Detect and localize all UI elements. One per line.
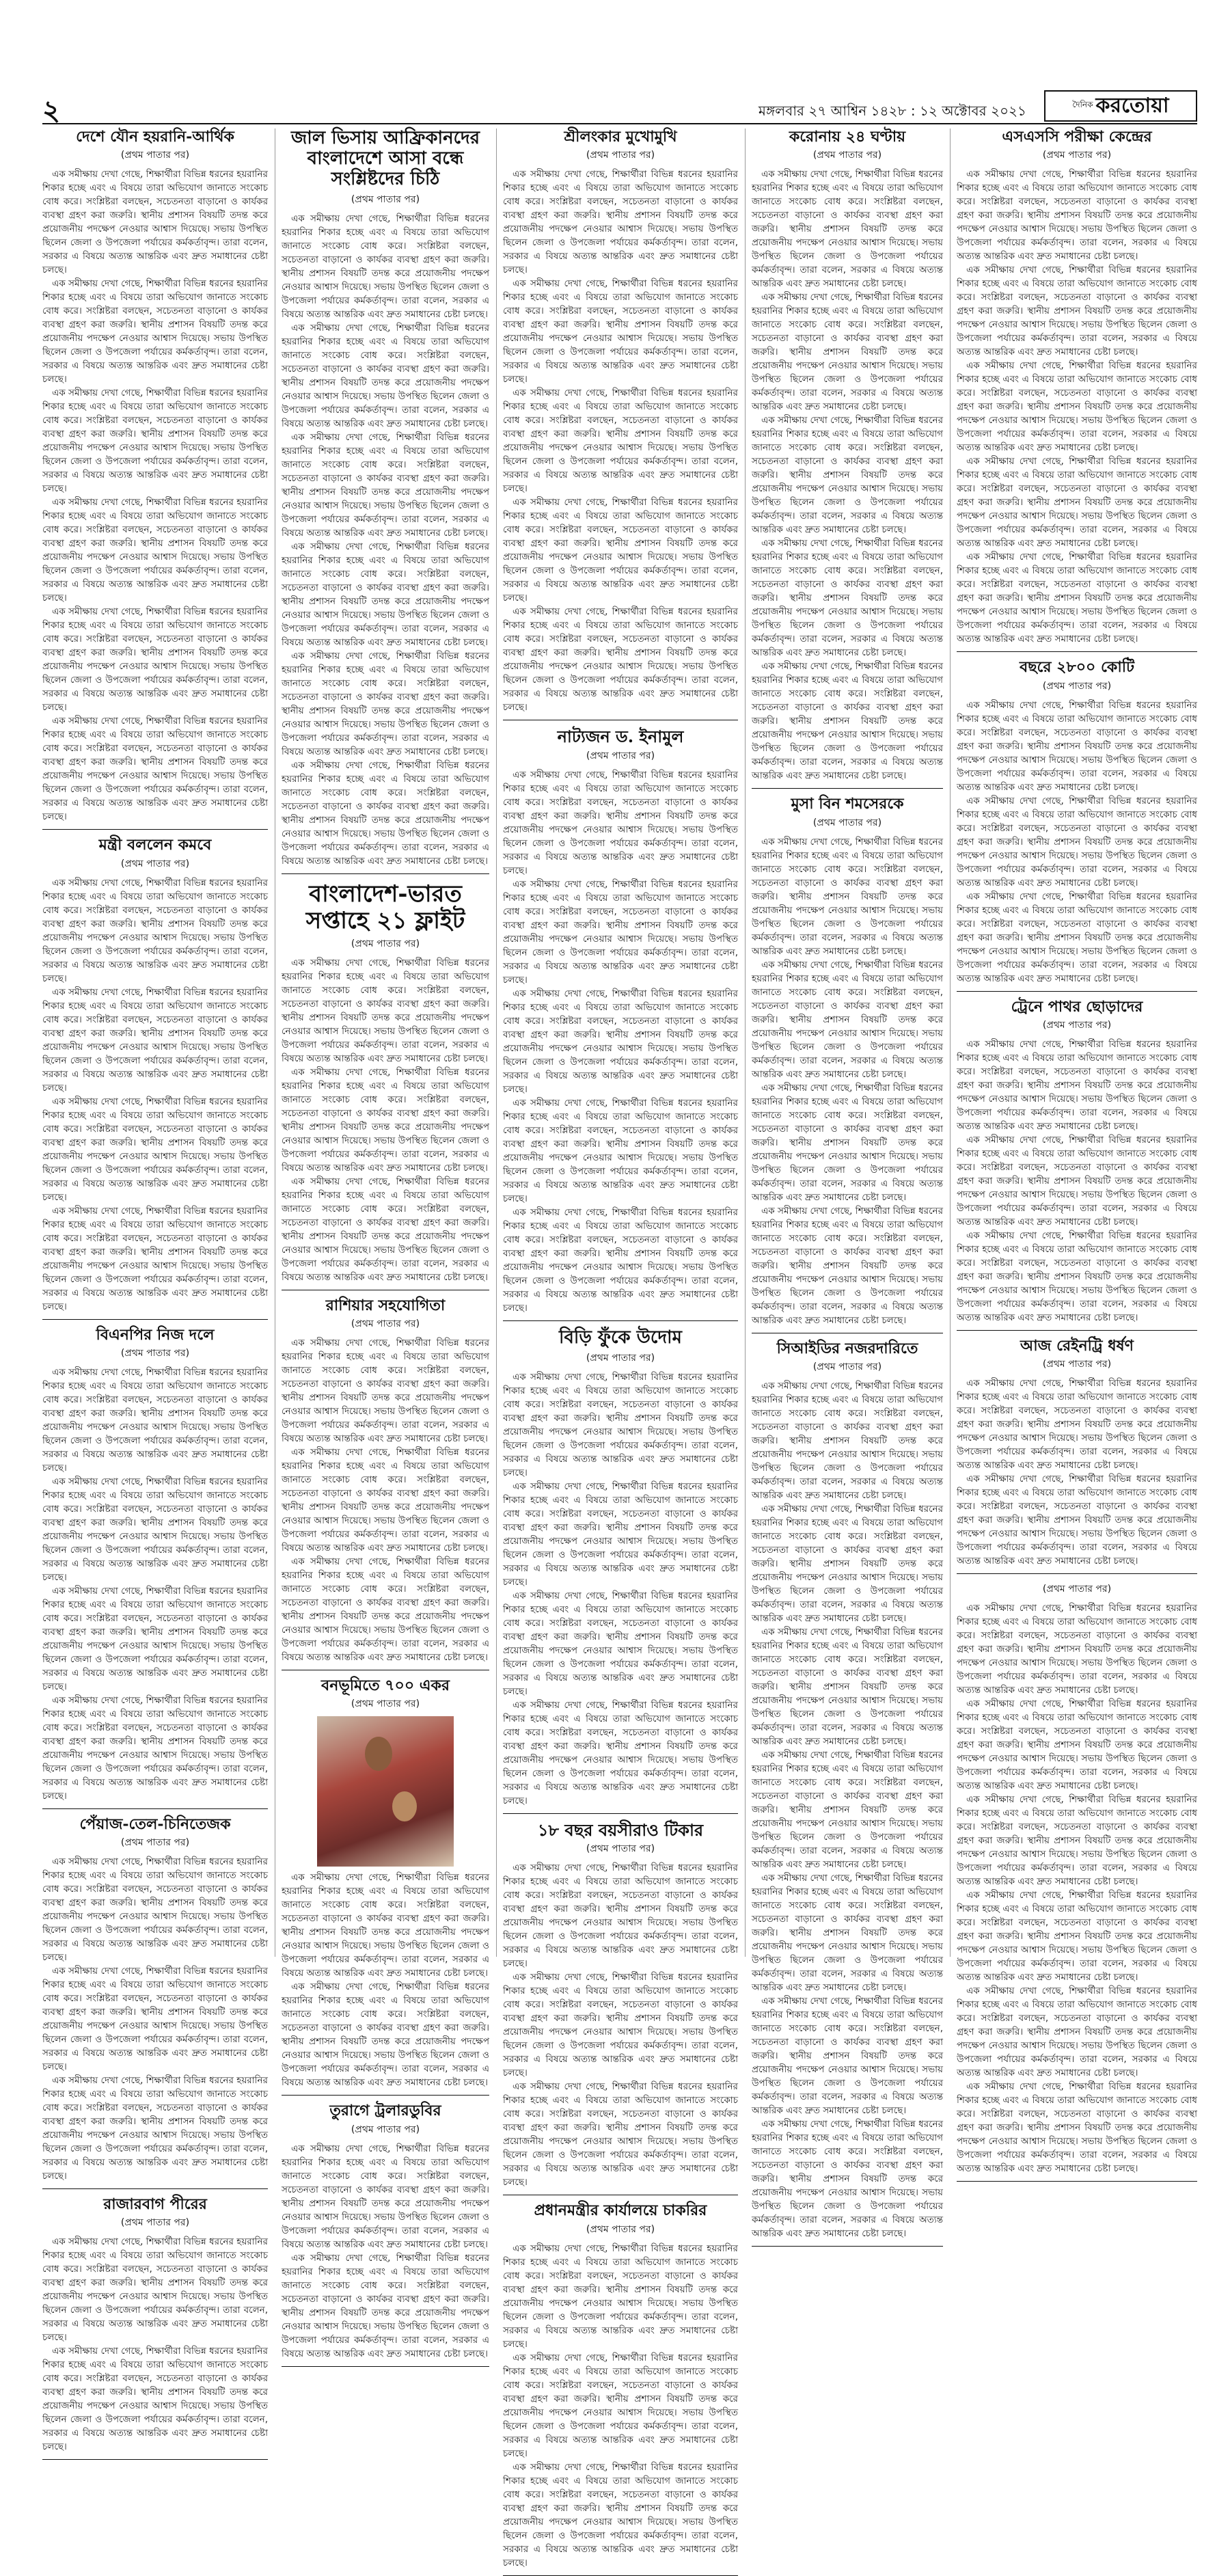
article-divider: [42, 2188, 268, 2189]
article-paragraph: এক সমীক্ষায় দেখা গেছে, শিক্ষার্থীরা বিভিন্ন ধরনের হয়রানির শিকার হচ্ছে এবং এ বিষয়ে তারা অভিযোগ জানাতে সংকোচ বোধ করে। সংশ্লিষ্টরা বলছেন, সচেতনতা বাড়ানো ও কার্যকর ব্যবস্থা গ্রহণ করা জরুরি। স্থানীয় প্রশাসন বিষয়টি তদন্ত করে প্রয়োজনীয় পদক্ষেপ নেওয়ার আশ্বাস দিয়েছে। সভায় উপস্থিত ছিলেন জেলা ও উপজেলা পর্যায়ের কর্মকর্তাবৃন্দ। তারা বলেন, সরকার এ বিষয়ে অত্যন্ত আন্তরিক এবং দ্রুত সমাধানের চেষ্টা চলছে।: [282, 1981, 489, 2089]
article-paragraph: এক সমীক্ষায় দেখা গেছে, শিক্ষার্থীরা বিভিন্ন ধরনের হয়রানির শিকার হচ্ছে এবং এ বিষয়ে তারা অভিযোগ জানাতে সংকোচ বোধ করে। সংশ্লিষ্টরা বলছেন, সচেতনতা বাড়ানো ও কার্যকর ব্যবস্থা গ্রহণ করা জরুরি। স্থানীয় প্রশাসন বিষয়টি তদন্ত করে প্রয়োজনীয় পদক্ষেপ নেওয়ার আশ্বাস দিয়েছে। সভায় উপস্থিত ছিলেন জেলা ও উপজেলা পর্যায়ের কর্মকর্তাবৃন্দ। তারা বলেন, সরকার এ বিষয়ে অত্যন্ত আন্তরিক এবং দ্রুত সমাধানের চেষ্টা চলছে।: [42, 169, 268, 276]
article-paragraph: এক সমীক্ষায় দেখা গেছে, শিক্ষার্থীরা বিভিন্ন ধরনের হয়রানির শিকার হচ্ছে এবং এ বিষয়ে তারা অভিযোগ জানাতে সংকোচ বোধ করে। সংশ্লিষ্টরা বলছেন, সচেতনতা বাড়ানো ও কার্যকর ব্যবস্থা গ্রহণ করা জরুরি। স্থানীয় প্রশাসন বিষয়টি তদন্ত করে প্রয়োজনীয় পদক্ষেপ নেওয়ার আশ্বাস দিয়েছে। সভায় উপস্থিত ছিলেন জেলা ও উপজেলা পর্যায়ের কর্মকর্তাবৃন্দ। তারা বলেন, সরকার এ বিষয়ে অত্যন্ত আন্তরিক এবং দ্রুত সমাধানের চেষ্টা চলছে।: [957, 1985, 1197, 2079]
article-paragraph: এক সমীক্ষায় দেখা গেছে, শিক্ষার্থীরা বিভিন্ন ধরনের হয়রানির শিকার হচ্ছে এবং এ বিষয়ে তারা অভিযোগ জানাতে সংকোচ বোধ করে। সংশ্লিষ্টরা বলছেন, সচেতনতা বাড়ানো ও কার্যকর ব্যবস্থা গ্রহণ করা জরুরি। স্থানীয় প্রশাসন বিষয়টি তদন্ত করে প্রয়োজনীয় পদক্ষেপ নেওয়ার আশ্বাস দিয়েছে। সভায় উপস্থিত ছিলেন জেলা ও উপজেলা পর্যায়ের কর্মকর্তাবৃন্দ। তারা বলেন, সরকার এ বিষয়ে অত্যন্ত আন্তরিক এবং দ্রুত সমাধানের চেষ্টা চলছে।: [503, 988, 738, 1095]
article-paragraph: এক সমীক্ষায় দেখা গেছে, শিক্ষার্থীরা বিভিন্ন ধরনের হয়রানির শিকার হচ্ছে এবং এ বিষয়ে তারা অভিযোগ জানাতে সংকোচ বোধ করে। সংশ্লিষ্টরা বলছেন, সচেতনতা বাড়ানো ও কার্যকর ব্যবস্থা গ্রহণ করা জরুরি। স্থানীয় প্রশাসন বিষয়টি তদন্ত করে প্রয়োজনীয় পদক্ষেপ নেওয়ার আশ্বাস দিয়েছে। সভায় উপস্থিত ছিলেন জেলা ও উপজেলা পর্যায়ের কর্মকর্তাবৃন্দ। তারা বলেন, সরকার এ বিষয়ে অত্যন্ত আন্তরিক এবং দ্রুত সমাধানের চেষ্টা চলছে।: [957, 1603, 1197, 1696]
article-body: [957, 1038, 1197, 1325]
continued-label: (প্রথম পাতার পর): [586, 750, 655, 761]
article-paragraph: এক সমীক্ষায় দেখা গেছে, শিক্ষার্থীরা বিভিন্ন ধরনের হয়রানির শিকার হচ্ছে এবং এ বিষয়ে তারা অভিযোগ জানাতে সংকোচ বোধ করে। সংশ্লিষ্টরা বলছেন, সচেতনতা বাড়ানো ও কার্যকর ব্যবস্থা গ্রহণ করা জরুরি। স্থানীয় প্রশাসন বিষয়টি তদন্ত করে প্রয়োজনীয় পদক্ষেপ নেওয়ার আশ্বাস দিয়েছে। সভায় উপস্থিত ছিলেন জেলা ও উপজেলা পর্যায়ের কর্মকর্তাবৃন্দ। তারা বলেন, সরকার এ বিষয়ে অত্যন্ত আন্তরিক এবং দ্রুত সমাধানের চেষ্টা চলছে।: [42, 388, 268, 495]
article-headline: সিআইডির নজরদারিতে: [776, 1339, 918, 1357]
article-paragraph: এক সমীক্ষায় দেখা গেছে, শিক্ষার্থীরা বিভিন্ন ধরনের হয়রানির শিকার হচ্ছে এবং এ বিষয়ে তারা অভিযোগ জানাতে সংকোচ বোধ করে। সংশ্লিষ্টরা বলছেন, সচেতনতা বাড়ানো ও কার্যকর ব্যবস্থা গ্রহণ করা জরুরি। স্থানীয় প্রশাসন বিষয়টি তদন্ত করে প্রয়োজনীয় পদক্ষেপ নেওয়ার আশ্বাস দিয়েছে। সভায় উপস্থিত ছিলেন জেলা ও উপজেলা পর্যায়ের কর্মকর্তাবৃন্দ। তারা বলেন, সরকার এ বিষয়ে অত্যন্ত আন্তরিক এবং দ্রুত সমাধানের চেষ্টা চলছে।: [503, 1371, 738, 1478]
article-b3: [282, 1297, 489, 1670]
article-body: [752, 835, 943, 1327]
article-paragraph: এক সমীক্ষায় দেখা গেছে, শিক্ষার্থীরা বিভিন্ন ধরনের হয়রানির শিকার হচ্ছে এবং এ বিষয়ে তারা অভিযোগ জানাতে সংকোচ বোধ করে। সংশ্লিষ্টরা বলছেন, সচেতনতা বাড়ানো ও কার্যকর ব্যবস্থা গ্রহণ করা জরুরি। স্থানীয় প্রশাসন বিষয়টি তদন্ত করে প্রয়োজনীয় পদক্ষেপ নেওয়ার আশ্বাস দিয়েছে। সভায় উপস্থিত ছিলেন জেলা ও উপজেলা পর্যায়ের কর্মকর্তাবৃন্দ। তারা বলেন, সরকার এ বিষয়ে অত্যন্ত আন্তরিক এবং দ্রুত সমাধানের চেষ্টা চলছে।: [282, 2143, 489, 2250]
column-2: [282, 128, 489, 2359]
article-paragraph: এক সমীক্ষায় দেখা গেছে, শিক্ষার্থীরা বিভিন্ন ধরনের হয়রানির শিকার হচ্ছে এবং এ বিষয়ে তারা অভিযোগ জানাতে সংকোচ বোধ করে। সংশ্লিষ্টরা বলছেন, সচেতনতা বাড়ানো ও কার্যকর ব্যবস্থা গ্রহণ করা জরুরি। স্থানীয় প্রশাসন বিষয়টি তদন্ত করে প্রয়োজনীয় পদক্ষেপ নেওয়ার আশ্বাস দিয়েছে। সভায় উপস্থিত ছিলেন জেলা ও উপজেলা পর্যায়ের কর্মকর্তাবৃন্দ। তারা বলেন, সরকার এ বিষয়ে অত্যন্ত আন্তরিক এবং দ্রুত সমাধানের চেষ্টা চলছে।: [42, 1966, 268, 2073]
article-paragraph: এক সমীক্ষায় দেখা গেছে, শিক্ষার্থীরা বিভিন্ন ধরনের হয়রানির শিকার হচ্ছে এবং এ বিষয়ে তারা অভিযোগ জানাতে সংকোচ বোধ করে। সংশ্লিষ্টরা বলছেন, সচেতনতা বাড়ানো ও কার্যকর ব্যবস্থা গ্রহণ করা জরুরি। স্থানীয় প্রশাসন বিষয়টি তদন্ত করে প্রয়োজনীয় পদক্ষেপ নেওয়ার আশ্বাস দিয়েছে। সভায় উপস্থিত ছিলেন জেলা ও উপজেলা পর্যায়ের কর্মকর্তাবৃন্দ। তারা বলেন, সরকার এ বিষয়ে অত্যন্ত আন্তরিক এবং দ্রুত সমাধানের চেষ্টা চলছে।: [503, 878, 738, 986]
article-paragraph: এক সমীক্ষায় দেখা গেছে, শিক্ষার্থীরা বিভিন্ন ধরনের হয়রানির শিকার হচ্ছে এবং এ বিষয়ে তারা অভিযোগ জানাতে সংকোচ বোধ করে। সংশ্লিষ্টরা বলছেন, সচেতনতা বাড়ানো ও কার্যকর ব্যবস্থা গ্রহণ করা জরুরি। স্থানীয় প্রশাসন বিষয়টি তদন্ত করে প্রয়োজনীয় পদক্ষেপ নেওয়ার আশ্বাস দিয়েছে। সভায় উপস্থিত ছিলেন জেলা ও উপজেলা পর্যায়ের কর্মকর্তাবৃন্দ। তারা বলেন, সরকার এ বিষয়ে অত্যন্ত আন্তরিক এবং দ্রুত সমাধানের চেষ্টা চলছে।: [503, 769, 738, 876]
article-a4: [42, 1816, 268, 2189]
article-divider: [42, 2459, 268, 2460]
article-paragraph: এক সমীক্ষায় দেখা গেছে, শিক্ষার্থীরা বিভিন্ন ধরনের হয়রানির শিকার হচ্ছে এবং এ বিষয়ে তারা অভিযোগ জানাতে সংকোচ বোধ করে। সংশ্লিষ্টরা বলছেন, সচেতনতা বাড়ানো ও কার্যকর ব্যবস্থা গ্রহণ করা জরুরি। স্থানীয় প্রশাসন বিষয়টি তদন্ত করে প্রয়োজনীয় পদক্ষেপ নেওয়ার আশ্বাস দিয়েছে। সভায় উপস্থিত ছিলেন জেলা ও উপজেলা পর্যায়ের কর্মকর্তাবৃন্দ। তারা বলেন, সরকার এ বিষয়ে অত্যন্ত আন্তরিক এবং দ্রুত সমাধানের চেষ্টা চলছে।: [752, 1995, 943, 2116]
article-c2: [503, 727, 738, 1321]
column-3: [503, 128, 738, 2568]
article-divider: [503, 1320, 738, 1321]
article-headline: মুসা বিন শমসেরকে: [791, 795, 904, 813]
article-e5: [957, 1581, 1197, 2182]
article-headline: মন্ত্রী বললেন কমবে: [98, 836, 212, 854]
article-a5: [42, 2196, 268, 2460]
article-paragraph: এক সমীক্ষায় দেখা গেছে, শিক্ষার্থীরা বিভিন্ন ধরনের হয়রানির শিকার হচ্ছে এবং এ বিষয়ে তারা অভিযোগ জানাতে সংকোচ বোধ করে। সংশ্লিষ্টরা বলছেন, সচেতনতা বাড়ানো ও কার্যকর ব্যবস্থা গ্রহণ করা জরুরি। স্থানীয় প্রশাসন বিষয়টি তদন্ত করে প্রয়োজনীয় পদক্ষেপ নেওয়ার আশ্বাস দিয়েছে। সভায় উপস্থিত ছিলেন জেলা ও উপজেলা পর্যায়ের কর্মকর্তাবৃন্দ। তারা বলেন, সরকার এ বিষয়ে অত্যন্ত আন্তরিক এবং দ্রুত সমাধানের চেষ্টা চলছে।: [957, 1230, 1197, 1323]
article-divider: [957, 1573, 1197, 1574]
column-4: [752, 128, 943, 2239]
continued-label: (প্রথম পাতার পর): [120, 2217, 190, 2229]
article-paragraph: এক সমীক্ষায় দেখা গেছে, শিক্ষার্থীরা বিভিন্ন ধরনের হয়রানির শিকার হচ্ছে এবং এ বিষয়ে তারা অভিযোগ জানাতে সংকোচ বোধ করে। সংশ্লিষ্টরা বলছেন, সচেতনতা বাড়ানো ও কার্যকর ব্যবস্থা গ্রহণ করা জরুরি। স্থানীয় প্রশাসন বিষয়টি তদন্ত করে প্রয়োজনীয় পদক্ষেপ নেওয়ার আশ্বাস দিয়েছে। সভায় উপস্থিত ছিলেন জেলা ও উপজেলা পর্যায়ের কর্মকর্তাবৃন্দ। তারা বলেন, সরকার এ বিষয়ে অত্যন্ত আন্তরিক এবং দ্রুত সমাধানের চেষ্টা চলছে।: [752, 1749, 943, 1870]
article-body: [282, 2142, 489, 2361]
article-paragraph: এক সমীক্ষায় দেখা গেছে, শিক্ষার্থীরা বিভিন্ন ধরনের হয়রানির শিকার হচ্ছে এবং এ বিষয়ে তারা অভিযোগ জানাতে সংকোচ বোধ করে। সংশ্লিষ্টরা বলছেন, সচেতনতা বাড়ানো ও কার্যকর ব্যবস্থা গ্রহণ করা জরুরি। স্থানীয় প্রশাসন বিষয়টি তদন্ত করে প্রয়োজনীয় পদক্ষেপ নেওয়ার আশ্বাস দিয়েছে। সভায় উপস্থিত ছিলেন জেলা ও উপজেলা পর্যায়ের কর্মকর্তাবৃন্দ। তারা বলেন, সরকার এ বিষয়ে অত্যন্ত আন্তরিক এবং দ্রুত সমাধানের চেষ্টা চলছে।: [752, 661, 943, 782]
article-c4: [503, 1821, 738, 2196]
column-divider: [496, 128, 497, 1957]
article-e4: [957, 1338, 1197, 1574]
article-paragraph: এক সমীক্ষায় দেখা গেছে, শিক্ষার্থীরা বিভিন্ন ধরনের হয়রানির শিকার হচ্ছে এবং এ বিষয়ে তারা অভিযোগ জানাতে সংকোচ বোধ করে। সংশ্লিষ্টরা বলছেন, সচেতনতা বাড়ানো ও কার্যকর ব্যবস্থা গ্রহণ করা জরুরি। স্থানীয় প্রশাসন বিষয়টি তদন্ত করে প্রয়োজনীয় পদক্ষেপ নেওয়ার আশ্বাস দিয়েছে। সভায় উপস্থিত ছিলেন জেলা ও উপজেলা পর্যায়ের কর্মকর্তাবৃন্দ। তারা বলেন, সরকার এ বিষয়ে অত্যন্ত আন্তরিক এবং দ্রুত সমাধানের চেষ্টা চলছে।: [503, 1480, 738, 1588]
article-paragraph: এক সমীক্ষায় দেখা গেছে, শিক্ষার্থীরা বিভিন্ন ধরনের হয়রানির শিকার হচ্ছে এবং এ বিষয়ে তারা অভিযোগ জানাতে সংকোচ বোধ করে। সংশ্লিষ্টরা বলছেন, সচেতনতা বাড়ানো ও কার্যকর ব্যবস্থা গ্রহণ করা জরুরি। স্থানীয় প্রশাসন বিষয়টি তদন্ত করে প্রয়োজনীয় পদক্ষেপ নেওয়ার আশ্বাস দিয়েছে। সভায় উপস্থিত ছিলেন জেলা ও উপজেলা পর্যায়ের কর্মকর্তাবৃন্দ। তারা বলেন, সরকার এ বিষয়ে অত্যন্ত আন্তরিক এবং দ্রুত সমাধানের চেষ্টা চলছে।: [957, 169, 1197, 262]
article-b2: [282, 881, 489, 1290]
article-divider: [42, 829, 268, 830]
continued-label: (প্রথম পাতার পর): [120, 1347, 190, 1359]
continued-label: (প্রথম পাতার পর): [120, 858, 190, 869]
article-headline: নাট্যজন ড. ইনামুল: [557, 727, 684, 747]
article-paragraph: এক সমীক্ষায় দেখা গেছে, শিক্ষার্থীরা বিভিন্ন ধরনের হয়রানির শিকার হচ্ছে এবং এ বিষয়ে তারা অভিযোগ জানাতে সংকোচ বোধ করে। সংশ্লিষ্টরা বলছেন, সচেতনতা বাড়ানো ও কার্যকর ব্যবস্থা গ্রহণ করা জরুরি। স্থানীয় প্রশাসন বিষয়টি তদন্ত করে প্রয়োজনীয় পদক্ষেপ নেওয়ার আশ্বাস দিয়েছে। সভায় উপস্থিত ছিলেন জেলা ও উপজেলা পর্যায়ের কর্মকর্তাবৃন্দ। তারা বলেন, সরকার এ বিষয়ে অত্যন্ত আন্তরিক এবং দ্রুত সমাধানের চেষ্টা চলছে।: [282, 1872, 489, 1979]
article-paragraph: এক সমীক্ষায় দেখা গেছে, শিক্ষার্থীরা বিভিন্ন ধরনের হয়রানির শিকার হচ্ছে এবং এ বিষয়ে তারা অভিযোগ জানাতে সংকোচ বোধ করে। সংশ্লিষ্টরা বলছেন, সচেতনতা বাড়ানো ও কার্যকর ব্যবস্থা গ্রহণ করা জরুরি। স্থানীয় প্রশাসন বিষয়টি তদন্ত করে প্রয়োজনীয় পদক্ষেপ নেওয়ার আশ্বাস দিয়েছে। সভায় উপস্থিত ছিলেন জেলা ও উপজেলা পর্যায়ের কর্মকর্তাবৃন্দ। তারা বলেন, সরকার এ বিষয়ে অত্যন্ত আন্তরিক এবং দ্রুত সমাধানের চেষ্টা চলছে।: [957, 1698, 1197, 1792]
article-paragraph: এক সমীক্ষায় দেখা গেছে, শিক্ষার্থীরা বিভিন্ন ধরনের হয়রানির শিকার হচ্ছে এবং এ বিষয়ে তারা অভিযোগ জানাতে সংকোচ বোধ করে। সংশ্লিষ্টরা বলছেন, সচেতনতা বাড়ানো ও কার্যকর ব্যবস্থা গ্রহণ করা জরুরি। স্থানীয় প্রশাসন বিষয়টি তদন্ত করে প্রয়োজনীয় পদক্ষেপ নেওয়ার আশ্বাস দিয়েছে। সভায় উপস্থিত ছিলেন জেলা ও উপজেলা পর্যায়ের কর্মকর্তাবৃন্দ। তারা বলেন, সরকার এ বিষয়ে অত্যন্ত আন্তরিক এবং দ্রুত সমাধানের চেষ্টা চলছে।: [752, 2118, 943, 2239]
page-header: [42, 87, 1197, 124]
continued-label: (প্রথম পাতার পর): [586, 2223, 655, 2235]
continued-label: (প্রথম পাতার পর): [812, 817, 882, 828]
article-paragraph: এক সমীক্ষায় দেখা গেছে, শিক্ষার্থীরা বিভিন্ন ধরনের হয়রানির শিকার হচ্ছে এবং এ বিষয়ে তারা অভিযোগ জানাতে সংকোচ বোধ করে। সংশ্লিষ্টরা বলছেন, সচেতনতা বাড়ানো ও কার্যকর ব্যবস্থা গ্রহণ করা জরুরি। স্থানীয় প্রশাসন বিষয়টি তদন্ত করে প্রয়োজনীয় পদক্ষেপ নেওয়ার আশ্বাস দিয়েছে। সভায় উপস্থিত ছিলেন জেলা ও উপজেলা পর্যায়ের কর্মকর্তাবৃন্দ। তারা বলেন, সরকার এ বিষয়ে অত্যন্ত আন্তরিক এবং দ্রুত সমাধানের চেষ্টা চলছে।: [957, 1474, 1197, 1567]
article-paragraph: এক সমীক্ষায় দেখা গেছে, শিক্ষার্থীরা বিভিন্ন ধরনের হয়রানির শিকার হচ্ছে এবং এ বিষয়ে তারা অভিযোগ জানাতে সংকোচ বোধ করে। সংশ্লিষ্টরা বলছেন, সচেতনতা বাড়ানো ও কার্যকর ব্যবস্থা গ্রহণ করা জরুরি। স্থানীয় প্রশাসন বিষয়টি তদন্ত করে প্রয়োজনীয় পদক্ষেপ নেওয়ার আশ্বাস দিয়েছে। সভায় উপস্থিত ছিলেন জেলা ও উপজেলা পর্যায়ের কর্মকর্তাবৃন্দ। তারা বলেন, সরকার এ বিষয়ে অত্যন্ত আন্তরিক এবং দ্রুত সমাধানের চেষ্টা চলছে।: [42, 606, 268, 714]
article-paragraph: এক সমীক্ষায় দেখা গেছে, শিক্ষার্থীরা বিভিন্ন ধরনের হয়রানির শিকার হচ্ছে এবং এ বিষয়ে তারা অভিযোগ জানাতে সংকোচ বোধ করে। সংশ্লিষ্টরা বলছেন, সচেতনতা বাড়ানো ও কার্যকর ব্যবস্থা গ্রহণ করা জরুরি। স্থানীয় প্রশাসন বিষয়টি তদন্ত করে প্রয়োজনীয় পদক্ষেপ নেওয়ার আশ্বাস দিয়েছে। সভায় উপস্থিত ছিলেন জেলা ও উপজেলা পর্যায়ের কর্মকর্তাবৃন্দ। তারা বলেন, সরকার এ বিষয়ে অত্যন্ত আন্তরিক এবং দ্রুত সমাধানের চেষ্টা চলছে।: [42, 1096, 268, 1203]
article-paragraph: এক সমীক্ষায় দেখা গেছে, শিক্ষার্থীরা বিভিন্ন ধরনের হয়রানির শিকার হচ্ছে এবং এ বিষয়ে তারা অভিযোগ জানাতে সংকোচ বোধ করে। সংশ্লিষ্টরা বলছেন, সচেতনতা বাড়ানো ও কার্যকর ব্যবস্থা গ্রহণ করা জরুরি। স্থানীয় প্রশাসন বিষয়টি তদন্ত করে প্রয়োজনীয় পদক্ষেপ নেওয়ার আশ্বাস দিয়েছে। সভায় উপস্থিত ছিলেন জেলা ও উপজেলা পর্যায়ের কর্মকর্তাবৃন্দ। তারা বলেন, সরকার এ বিষয়ে অত্যন্ত আন্তরিক এবং দ্রুত সমাধানের চেষ্টা চলছে।: [503, 1206, 738, 1314]
article-paragraph: এক সমীক্ষায় দেখা গেছে, শিক্ষার্থীরা বিভিন্ন ধরনের হয়রানির শিকার হচ্ছে এবং এ বিষয়ে তারা অভিযোগ জানাতে সংকোচ বোধ করে। সংশ্লিষ্টরা বলছেন, সচেতনতা বাড়ানো ও কার্যকর ব্যবস্থা গ্রহণ করা জরুরি। স্থানীয় প্রশাসন বিষয়টি তদন্ত করে প্রয়োজনীয় পদক্ষেপ নেওয়ার আশ্বাস দিয়েছে। সভায় উপস্থিত ছিলেন জেলা ও উপজেলা পর্যায়ের কর্মকর্তাবৃন্দ। তারা বলেন, সরকার এ বিষয়ে অত্যন্ত আন্তরিক এবং দ্রুত সমাধানের চেষ্টা চলছে।: [282, 759, 489, 867]
article-paragraph: এক সমীক্ষায় দেখা গেছে, শিক্ষার্থীরা বিভিন্ন ধরনের হয়রানির শিকার হচ্ছে এবং এ বিষয়ে তারা অভিযোগ জানাতে সংকোচ বোধ করে। সংশ্লিষ্টরা বলছেন, সচেতনতা বাড়ানো ও কার্যকর ব্যবস্থা গ্রহণ করা জরুরি। স্থানীয় প্রশাসন বিষয়টি তদন্ত করে প্রয়োজনীয় পদক্ষেপ নেওয়ার আশ্বাস দিয়েছে। সভায় উপস্থিত ছিলেন জেলা ও উপজেলা পর্যায়ের কর্মকর্তাবৃন্দ। তারা বলেন, সরকার এ বিষয়ে অত্যন্ত আন্তরিক এবং দ্রুত সমাধানের চেষ্টা চলছে।: [42, 1585, 268, 1692]
article-paragraph: এক সমীক্ষায় দেখা গেছে, শিক্ষার্থীরা বিভিন্ন ধরনের হয়রানির শিকার হচ্ছে এবং এ বিষয়ে তারা অভিযোগ জানাতে সংকোচ বোধ করে। সংশ্লিষ্টরা বলছেন, সচেতনতা বাড়ানো ও কার্যকর ব্যবস্থা গ্রহণ করা জরুরি। স্থানীয় প্রশাসন বিষয়টি তদন্ত করে প্রয়োজনীয় পদক্ষেপ নেওয়ার আশ্বাস দিয়েছে। সভায় উপস্থিত ছিলেন জেলা ও উপজেলা পর্যায়ের কর্মকর্তাবৃন্দ। তারা বলেন, সরকার এ বিষয়ে অত্যন্ত আন্তরিক এবং দ্রুত সমাধানের চেষ্টা চলছে।: [282, 541, 489, 648]
article-body: [752, 167, 943, 783]
article-paragraph: এক সমীক্ষায় দেখা গেছে, শিক্ষার্থীরা বিভিন্ন ধরনের হয়রানির শিকার হচ্ছে এবং এ বিষয়ে তারা অভিযোগ জানাতে সংকোচ বোধ করে। সংশ্লিষ্টরা বলছেন, সচেতনতা বাড়ানো ও কার্যকর ব্যবস্থা গ্রহণ করা জরুরি। স্থানীয় প্রশাসন বিষয়টি তদন্ত করে প্রয়োজনীয় পদক্ষেপ নেওয়ার আশ্বাস দিয়েছে। সভায় উপস্থিত ছিলেন জেলা ও উপজেলা পর্যায়ের কর্মকর্তাবৃন্দ। তারা বলেন, সরকার এ বিষয়ে অত্যন্ত আন্তরিক এবং দ্রুত সমাধানের চেষ্টা চলছে।: [282, 1447, 489, 1554]
article-paragraph: এক সমীক্ষায় দেখা গেছে, শিক্ষার্থীরা বিভিন্ন ধরনের হয়রানির শিকার হচ্ছে এবং এ বিষয়ে তারা অভিযোগ জানাতে সংকোচ বোধ করে। সংশ্লিষ্টরা বলছেন, সচেতনতা বাড়ানো ও কার্যকর ব্যবস্থা গ্রহণ করা জরুরি। স্থানীয় প্রশাসন বিষয়টি তদন্ত করে প্রয়োজনীয় পদক্ষেপ নেওয়ার আশ্বাস দিয়েছে। সভায় উপস্থিত ছিলেন জেলা ও উপজেলা পর্যায়ের কর্মকর্তাবৃন্দ। তারা বলেন, সরকার এ বিষয়ে অত্যন্ত আন্তরিক এবং দ্রুত সমাধানের চেষ্টা চলছে।: [42, 497, 268, 604]
article-body: [282, 1336, 489, 1664]
article-body: [42, 2235, 268, 2454]
article-body: [957, 167, 1197, 646]
article-b4: [282, 1677, 489, 2096]
article-paragraph: এক সমীক্ষায় দেখা গেছে, শিক্ষার্থীরা বিভিন্ন ধরনের হয়রানির শিকার হচ্ছে এবং এ বিষয়ে তারা অভিযোগ জানাতে সংকোচ বোধ করে। সংশ্লিষ্টরা বলছেন, সচেতনতা বাড়ানো ও কার্যকর ব্যবস্থা গ্রহণ করা জরুরি। স্থানীয় প্রশাসন বিষয়টি তদন্ত করে প্রয়োজনীয় পদক্ষেপ নেওয়ার আশ্বাস দিয়েছে। সভায় উপস্থিত ছিলেন জেলা ও উপজেলা পর্যায়ের কর্মকর্তাবৃন্দ। তারা বলেন, সরকার এ বিষয়ে অত্যন্ত আন্তরিক এবং দ্রুত সমাধানের চেষ্টা চলছে।: [957, 891, 1197, 984]
article-paragraph: এক সমীক্ষায় দেখা গেছে, শিক্ষার্থীরা বিভিন্ন ধরনের হয়রানির শিকার হচ্ছে এবং এ বিষয়ে তারা অভিযোগ জানাতে সংকোচ বোধ করে। সংশ্লিষ্টরা বলছেন, সচেতনতা বাড়ানো ও কার্যকর ব্যবস্থা গ্রহণ করা জরুরি। স্থানীয় প্রশাসন বিষয়টি তদন্ত করে প্রয়োজনীয় পদক্ষেপ নেওয়ার আশ্বাস দিয়েছে। সভায় উপস্থিত ছিলেন জেলা ও উপজেলা পর্যায়ের কর্মকর্তাবৃন্দ। তারা বলেন, সরকার এ বিষয়ে অত্যন্ত আন্তরিক এবং দ্রুত সমাধানের চেষ্টা চলছে।: [752, 538, 943, 659]
article-paragraph: এক সমীক্ষায় দেখা গেছে, শিক্ষার্থীরা বিভিন্ন ধরনের হয়রানির শিকার হচ্ছে এবং এ বিষয়ে তারা অভিযোগ জানাতে সংকোচ বোধ করে। সংশ্লিষ্টরা বলছেন, সচেতনতা বাড়ানো ও কার্যকর ব্যবস্থা গ্রহণ করা জরুরি। স্থানীয় প্রশাসন বিষয়টি তদন্ত করে প্রয়োজনীয় পদক্ষেপ নেওয়ার আশ্বাস দিয়েছে। সভায় উপস্থিত ছিলেন জেলা ও উপজেলা পর্যায়ের কর্মকর্তাবৃন্দ। তারা বলেন, সরকার এ বিষয়ে অত্যন্ত আন্তরিক এবং দ্রুত সমাধানের চেষ্টা চলছে।: [752, 1205, 943, 1326]
article-d3: [752, 1340, 943, 2247]
article-body: [503, 167, 738, 714]
article-headline: প্রধানমন্ত্রীর কার্যালয়ে চাকরির: [534, 2201, 707, 2220]
article-body: [42, 1366, 268, 1803]
article-d2: [752, 796, 943, 1333]
article-body: [503, 1861, 738, 2189]
article-paragraph: এক সমীক্ষায় দেখা গেছে, শিক্ষার্থীরা বিভিন্ন ধরনের হয়রানির শিকার হচ্ছে এবং এ বিষয়ে তারা অভিযোগ জানাতে সংকোচ বোধ করে। সংশ্লিষ্টরা বলছেন, সচেতনতা বাড়ানো ও কার্যকর ব্যবস্থা গ্রহণ করা জরুরি। স্থানীয় প্রশাসন বিষয়টি তদন্ত করে প্রয়োজনীয় পদক্ষেপ নেওয়ার আশ্বাস দিয়েছে। সভায় উপস্থিত ছিলেন জেলা ও উপজেলা পর্যায়ের কর্মকর্তাবৃন্দ। তারা বলেন, সরকার এ বিষয়ে অত্যন্ত আন্তরিক এবং দ্রুত সমাধানের চেষ্টা চলছে।: [503, 2352, 738, 2459]
article-paragraph: এক সমীক্ষায় দেখা গেছে, শিক্ষার্থীরা বিভিন্ন ধরনের হয়রানির শিকার হচ্ছে এবং এ বিষয়ে তারা অভিযোগ জানাতে সংকোচ বোধ করে। সংশ্লিষ্টরা বলছেন, সচেতনতা বাড়ানো ও কার্যকর ব্যবস্থা গ্রহণ করা জরুরি। স্থানীয় প্রশাসন বিষয়টি তদন্ত করে প্রয়োজনীয় পদক্ষেপ নেওয়ার আশ্বাস দিয়েছে। সভায় উপস্থিত ছিলেন জেলা ও উপজেলা পর্যায়ের কর্মকর্তাবৃন্দ। তারা বলেন, সরকার এ বিষয়ে অত্যন্ত আন্তরিক এবং দ্রুত সমাধানের চেষ্টা চলছে।: [282, 213, 489, 320]
masthead-small: দৈনিক: [1072, 100, 1093, 109]
continued-label: (প্রথম পাতার পর): [1042, 1019, 1112, 1031]
page-number: ২: [42, 94, 61, 126]
article-paragraph: এক সমীক্ষায় দেখা গেছে, শিক্ষার্থীরা বিভিন্ন ধরনের হয়রানির শিকার হচ্ছে এবং এ বিষয়ে তারা অভিযোগ জানাতে সংকোচ বোধ করে। সংশ্লিষ্টরা বলছেন, সচেতনতা বাড়ানো ও কার্যকর ব্যবস্থা গ্রহণ করা জরুরি। স্থানীয় প্রশাসন বিষয়টি তদন্ত করে প্রয়োজনীয় পদক্ষেপ নেওয়ার আশ্বাস দিয়েছে। সভায় উপস্থিত ছিলেন জেলা ও উপজেলা পর্যায়ের কর্মকর্তাবৃন্দ। তারা বলেন, সরকার এ বিষয়ে অত্যন্ত আন্তরিক এবং দ্রুত সমাধানের চেষ্টা চলছে।: [503, 1862, 738, 1970]
article-divider: [957, 2181, 1197, 2182]
article-body: [42, 1855, 268, 2183]
article-headline: করোনায় ২৪ ঘণ্টায়: [789, 128, 906, 146]
article-headline: শ্রীলংকার মুখোমুখি: [564, 128, 677, 146]
article-paragraph: এক সমীক্ষায় দেখা গেছে, শিক্ষার্থীরা বিভিন্ন ধরনের হয়রানির শিকার হচ্ছে এবং এ বিষয়ে তারা অভিযোগ জানাতে সংকোচ বোধ করে। সংশ্লিষ্টরা বলছেন, সচেতনতা বাড়ানো ও কার্যকর ব্যবস্থা গ্রহণ করা জরুরি। স্থানীয় প্রশাসন বিষয়টি তদন্ত করে প্রয়োজনীয় পদক্ষেপ নেওয়ার আশ্বাস দিয়েছে। সভায় উপস্থিত ছিলেন জেলা ও উপজেলা পর্যায়ের কর্মকর্তাবৃন্দ। তারা বলেন, সরকার এ বিষয়ে অত্যন্ত আন্তরিক এবং দ্রুত সমাধানের চেষ্টা চলছে।: [752, 1872, 943, 1993]
article-body: [957, 1601, 1197, 2175]
article-b5: [282, 2102, 489, 2366]
article-paragraph: এক সমীক্ষায় দেখা গেছে, শিক্ষার্থীরা বিভিন্ন ধরনের হয়রানির শিকার হচ্ছে এবং এ বিষয়ে তারা অভিযোগ জানাতে সংকোচ বোধ করে। সংশ্লিষ্টরা বলছেন, সচেতনতা বাড়ানো ও কার্যকর ব্যবস্থা গ্রহণ করা জরুরি। স্থানীয় প্রশাসন বিষয়টি তদন্ত করে প্রয়োজনীয় পদক্ষেপ নেওয়ার আশ্বাস দিয়েছে। সভায় উপস্থিত ছিলেন জেলা ও উপজেলা পর্যায়ের কর্মকর্তাবৃন্দ। তারা বলেন, সরকার এ বিষয়ে অত্যন্ত আন্তরিক এবং দ্রুত সমাধানের চেষ্টা চলছে।: [752, 959, 943, 1080]
article-paragraph: এক সমীক্ষায় দেখা গেছে, শিক্ষার্থীরা বিভিন্ন ধরনের হয়রানির শিকার হচ্ছে এবং এ বিষয়ে তারা অভিযোগ জানাতে সংকোচ বোধ করে। সংশ্লিষ্টরা বলছেন, সচেতনতা বাড়ানো ও কার্যকর ব্যবস্থা গ্রহণ করা জরুরি। স্থানীয় প্রশাসন বিষয়টি তদন্ত করে প্রয়োজনীয় পদক্ষেপ নেওয়ার আশ্বাস দিয়েছে। সভায় উপস্থিত ছিলেন জেলা ও উপজেলা পর্যায়ের কর্মকর্তাবৃন্দ। তারা বলেন, সরকার এ বিষয়ে অত্যন্ত আন্তরিক এবং দ্রুত সমাধানের চেষ্টা চলছে।: [503, 2242, 738, 2350]
article-headline: বিএনপির নিজ দলে: [96, 1325, 215, 1344]
continued-label: (প্রথম পাতার পর): [351, 2124, 420, 2135]
article-paragraph: এক সমীক্ষায় দেখা গেছে, শিক্ষার্থীরা বিভিন্ন ধরনের হয়রানির শিকার হচ্ছে এবং এ বিষয়ে তারা অভিযোগ জানাতে সংকোচ বোধ করে। সংশ্লিষ্টরা বলছেন, সচেতনতা বাড়ানো ও কার্যকর ব্যবস্থা গ্রহণ করা জরুরি। স্থানীয় প্রশাসন বিষয়টি তদন্ত করে প্রয়োজনীয় পদক্ষেপ নেওয়ার আশ্বাস দিয়েছে। সভায় উপস্থিত ছিলেন জেলা ও উপজেলা পর্যায়ের কর্মকর্তাবৃন্দ। তারা বলেন, সরকার এ বিষয়ে অত্যন্ত আন্তরিক এবং দ্রুত সমাধানের চেষ্টা চলছে।: [282, 2252, 489, 2359]
article-paragraph: এক সমীক্ষায় দেখা গেছে, শিক্ষার্থীরা বিভিন্ন ধরনের হয়রানির শিকার হচ্ছে এবং এ বিষয়ে তারা অভিযোগ জানাতে সংকোচ বোধ করে। সংশ্লিষ্টরা বলছেন, সচেতনতা বাড়ানো ও কার্যকর ব্যবস্থা গ্রহণ করা জরুরি। স্থানীয় প্রশাসন বিষয়টি তদন্ত করে প্রয়োজনীয় পদক্ষেপ নেওয়ার আশ্বাস দিয়েছে। সভায় উপস্থিত ছিলেন জেলা ও উপজেলা পর্যায়ের কর্মকর্তাবৃন্দ। তারা বলেন, সরকার এ বিষয়ে অত্যন্ত আন্তরিক এবং দ্রুত সমাধানের চেষ্টা চলছে।: [503, 497, 738, 604]
article-body: [503, 768, 738, 1315]
article-paragraph: এক সমীক্ষায় দেখা গেছে, শিক্ষার্থীরা বিভিন্ন ধরনের হয়রানির শিকার হচ্ছে এবং এ বিষয়ে তারা অভিযোগ জানাতে সংকোচ বোধ করে। সংশ্লিষ্টরা বলছেন, সচেতনতা বাড়ানো ও কার্যকর ব্যবস্থা গ্রহণ করা জরুরি। স্থানীয় প্রশাসন বিষয়টি তদন্ত করে প্রয়োজনীয় পদক্ষেপ নেওয়ার আশ্বাস দিয়েছে। সভায় উপস্থিত ছিলেন জেলা ও উপজেলা পর্যায়ের কর্মকর্তাবৃন্দ। তারা বলেন, সরকার এ বিষয়ে অত্যন্ত আন্তরিক এবং দ্রুত সমাধানের চেষ্টা চলছে।: [503, 2081, 738, 2188]
article-paragraph: এক সমীক্ষায় দেখা গেছে, শিক্ষার্থীরা বিভিন্ন ধরনের হয়রানির শিকার হচ্ছে এবং এ বিষয়ে তারা অভিযোগ জানাতে সংকোচ বোধ করে। সংশ্লিষ্টরা বলছেন, সচেতনতা বাড়ানো ও কার্যকর ব্যবস্থা গ্রহণ করা জরুরি। স্থানীয় প্রশাসন বিষয়টি তদন্ত করে প্রয়োজনীয় পদক্ষেপ নেওয়ার আশ্বাস দিয়েছে। সভায় উপস্থিত ছিলেন জেলা ও উপজেলা পর্যায়ের কর্মকর্তাবৃন্দ। তারা বলেন, সরকার এ বিষয়ে অত্যন্ত আন্তরিক এবং দ্রুত সমাধানের চেষ্টা চলছে।: [42, 1205, 268, 1312]
article-headline: ট্রেনে পাথর ছোড়াদের: [1011, 997, 1143, 1016]
article-paragraph: এক সমীক্ষায় দেখা গেছে, শিক্ষার্থীরা বিভিন্ন ধরনের হয়রানির শিকার হচ্ছে এবং এ বিষয়ে তারা অভিযোগ জানাতে সংকোচ বোধ করে। সংশ্লিষ্টরা বলছেন, সচেতনতা বাড়ানো ও কার্যকর ব্যবস্থা গ্রহণ করা জরুরি। স্থানীয় প্রশাসন বিষয়টি তদন্ত করে প্রয়োজনীয় পদক্ষেপ নেওয়ার আশ্বাস দিয়েছে। সভায় উপস্থিত ছিলেন জেলা ও উপজেলা পর্যায়ের কর্মকর্তাবৃন্দ। তারা বলেন, সরকার এ বিষয়ে অত্যন্ত আন্তরিক এবং দ্রুত সমাধানের চেষ্টা চলছে।: [957, 552, 1197, 645]
article-paragraph: এক সমীক্ষায় দেখা গেছে, শিক্ষার্থীরা বিভিন্ন ধরনের হয়রানির শিকার হচ্ছে এবং এ বিষয়ে তারা অভিযোগ জানাতে সংকোচ বোধ করে। সংশ্লিষ্টরা বলছেন, সচেতনতা বাড়ানো ও কার্যকর ব্যবস্থা গ্রহণ করা জরুরি। স্থানীয় প্রশাসন বিষয়টি তদন্ত করে প্রয়োজনীয় পদক্ষেপ নেওয়ার আশ্বাস দিয়েছে। সভায় উপস্থিত ছিলেন জেলা ও উপজেলা পর্যায়ের কর্মকর্তাবৃন্দ। তারা বলেন, সরকার এ বিষয়ে অত্যন্ত আন্তরিক এবং দ্রুত সমাধানের চেষ্টা চলছে।: [957, 360, 1197, 454]
column-divider: [950, 128, 951, 1957]
article-paragraph: এক সমীক্ষায় দেখা গেছে, শিক্ষার্থীরা বিভিন্ন ধরনের হয়রানির শিকার হচ্ছে এবং এ বিষয়ে তারা অভিযোগ জানাতে সংকোচ বোধ করে। সংশ্লিষ্টরা বলছেন, সচেতনতা বাড়ানো ও কার্যকর ব্যবস্থা গ্রহণ করা জরুরি। স্থানীয় প্রশাসন বিষয়টি তদন্ত করে প্রয়োজনীয় পদক্ষেপ নেওয়ার আশ্বাস দিয়েছে। সভায় উপস্থিত ছিলেন জেলা ও উপজেলা পর্যায়ের কর্মকর্তাবৃন্দ। তারা বলেন, সরকার এ বিষয়ে অত্যন্ত আন্তরিক এবং দ্রুত সমাধানের চেষ্টা চলছে।: [957, 1134, 1197, 1228]
article-divider: [282, 873, 489, 874]
article-a2: [42, 837, 268, 1319]
article-body: [957, 699, 1197, 986]
article-c1: [503, 128, 738, 720]
continued-label: (প্রথম পাতার পর): [120, 150, 190, 161]
article-paragraph: এক সমীক্ষায় দেখা গেছে, শিক্ষার্থীরা বিভিন্ন ধরনের হয়রানির শিকার হচ্ছে এবং এ বিষয়ে তারা অভিযোগ জানাতে সংকোচ বোধ করে। সংশ্লিষ্টরা বলছেন, সচেতনতা বাড়ানো ও কার্যকর ব্যবস্থা গ্রহণ করা জরুরি। স্থানীয় প্রশাসন বিষয়টি তদন্ত করে প্রয়োজনীয় পদক্ষেপ নেওয়ার আশ্বাস দিয়েছে। সভায় উপস্থিত ছিলেন জেলা ও উপজেলা পর্যায়ের কর্মকর্তাবৃন্দ। তারা বলেন, সরকার এ বিষয়ে অত্যন্ত আন্তরিক এবং দ্রুত সমাধানের চেষ্টা চলছে।: [282, 650, 489, 757]
article-paragraph: এক সমীক্ষায় দেখা গেছে, শিক্ষার্থীরা বিভিন্ন ধরনের হয়রানির শিকার হচ্ছে এবং এ বিষয়ে তারা অভিযোগ জানাতে সংকোচ বোধ করে। সংশ্লিষ্টরা বলছেন, সচেতনতা বাড়ানো ও কার্যকর ব্যবস্থা গ্রহণ করা জরুরি। স্থানীয় প্রশাসন বিষয়টি তদন্ত করে প্রয়োজনীয় পদক্ষেপ নেওয়ার আশ্বাস দিয়েছে। সভায় উপস্থিত ছিলেন জেলা ও উপজেলা পর্যায়ের কর্মকর্তাবৃন্দ। তারা বলেন, সরকার এ বিষয়ে অত্যন্ত আন্তরিক এবং দ্রুত সমাধানের চেষ্টা চলছে।: [282, 1066, 489, 1174]
continued-label: (প্রথম পাতার পর): [120, 1837, 190, 1849]
article-paragraph: এক সমীক্ষায় দেখা গেছে, শিক্ষার্থীরা বিভিন্ন ধরনের হয়রানির শিকার হচ্ছে এবং এ বিষয়ে তারা অভিযোগ জানাতে সংকোচ বোধ করে। সংশ্লিষ্টরা বলছেন, সচেতনতা বাড়ানো ও কার্যকর ব্যবস্থা গ্রহণ করা জরুরি। স্থানীয় প্রশাসন বিষয়টি তদন্ত করে প্রয়োজনীয় পদক্ষেপ নেওয়ার আশ্বাস দিয়েছে। সভায় উপস্থিত ছিলেন জেলা ও উপজেলা পর্যায়ের কর্মকর্তাবৃন্দ। তারা বলেন, সরকার এ বিষয়ে অত্যন্ত আন্তরিক এবং দ্রুত সমাধানের চেষ্টা চলছে।: [752, 1626, 943, 1747]
continued-label: (প্রথম পাতার পর): [586, 150, 655, 161]
article-a1: [42, 128, 268, 830]
article-divider: [42, 1319, 268, 1320]
article-c3: [503, 1328, 738, 1814]
article-paragraph: এক সমীক্ষায় দেখা গেছে, শিক্ষার্থীরা বিভিন্ন ধরনের হয়রানির শিকার হচ্ছে এবং এ বিষয়ে তারা অভিযোগ জানাতে সংকোচ বোধ করে। সংশ্লিষ্টরা বলছেন, সচেতনতা বাড়ানো ও কার্যকর ব্যবস্থা গ্রহণ করা জরুরি। স্থানীয় প্রশাসন বিষয়টি তদন্ত করে প্রয়োজনীয় পদক্ষেপ নেওয়ার আশ্বাস দিয়েছে। সভায় উপস্থিত ছিলেন জেলা ও উপজেলা পর্যায়ের কর্মকর্তাবৃন্দ। তারা বলেন, সরকার এ বিষয়ে অত্যন্ত আন্তরিক এবং দ্রুত সমাধানের চেষ্টা চলছে।: [282, 1556, 489, 1664]
article-headline: বিড়ি ফুঁকে উদোম: [559, 1327, 682, 1348]
masthead-logo: [1044, 90, 1197, 122]
article-paragraph: এক সমীক্ষায় দেখা গেছে, শিক্ষার্থীরা বিভিন্ন ধরনের হয়রানির শিকার হচ্ছে এবং এ বিষয়ে তারা অভিযোগ জানাতে সংকোচ বোধ করে। সংশ্লিষ্টরা বলছেন, সচেতনতা বাড়ানো ও কার্যকর ব্যবস্থা গ্রহণ করা জরুরি। স্থানীয় প্রশাসন বিষয়টি তদন্ত করে প্রয়োজনীয় পদক্ষেপ নেওয়ার আশ্বাস দিয়েছে। সভায় উপস্থিত ছিলেন জেলা ও উপজেলা পর্যায়ের কর্মকর্তাবৃন্দ। তারা বলেন, সরকার এ বিষয়ে অত্যন্ত আন্তরিক এবং দ্রুত সমাধানের চেষ্টা চলছে।: [503, 1097, 738, 1204]
article-paragraph: এক সমীক্ষায় দেখা গেছে, শিক্ষার্থীরা বিভিন্ন ধরনের হয়রানির শিকার হচ্ছে এবং এ বিষয়ে তারা অভিযোগ জানাতে সংকোচ বোধ করে। সংশ্লিষ্টরা বলছেন, সচেতনতা বাড়ানো ও কার্যকর ব্যবস্থা গ্রহণ করা জরুরি। স্থানীয় প্রশাসন বিষয়টি তদন্ত করে প্রয়োজনীয় পদক্ষেপ নেওয়ার আশ্বাস দিয়েছে। সভায় উপস্থিত ছিলেন জেলা ও উপজেলা পর্যায়ের কর্মকর্তাবৃন্দ। তারা বলেন, সরকার এ বিষয়ে অত্যন্ত আন্তরিক এবং দ্রুত সমাধানের চেষ্টা চলছে।: [42, 2075, 268, 2182]
article-divider: [282, 2366, 489, 2367]
article-e2: [957, 659, 1197, 991]
article-paragraph: এক সমীক্ষায় দেখা গেছে, শিক্ষার্থীরা বিভিন্ন ধরনের হয়রানির শিকার হচ্ছে এবং এ বিষয়ে তারা অভিযোগ জানাতে সংকোচ বোধ করে। সংশ্লিষ্টরা বলছেন, সচেতনতা বাড়ানো ও কার্যকর ব্যবস্থা গ্রহণ করা জরুরি। স্থানীয় প্রশাসন বিষয়টি তদন্ত করে প্রয়োজনীয় পদক্ষেপ নেওয়ার আশ্বাস দিয়েছে। সভায় উপস্থিত ছিলেন জেলা ও উপজেলা পর্যায়ের কর্মকর্তাবৃন্দ। তারা বলেন, সরকার এ বিষয়ে অত্যন্ত আন্তরিক এবং দ্রুত সমাধানের চেষ্টা চলছে।: [957, 1378, 1197, 1472]
continued-label: (প্রথম পাতার পর): [1042, 1584, 1112, 1595]
article-d1: [752, 128, 943, 789]
column-5: [957, 128, 1197, 2175]
article-a3: [42, 1327, 268, 1809]
continued-label: (প্রথম পাতার পর): [812, 150, 882, 161]
article-paragraph: এক সমীক্ষায় দেখা গেছে, শিক্ষার্থীরা বিভিন্ন ধরনের হয়রানির শিকার হচ্ছে এবং এ বিষয়ে তারা অভিযোগ জানাতে সংকোচ বোধ করে। সংশ্লিষ্টরা বলছেন, সচেতনতা বাড়ানো ও কার্যকর ব্যবস্থা গ্রহণ করা জরুরি। স্থানীয় প্রশাসন বিষয়টি তদন্ত করে প্রয়োজনীয় পদক্ষেপ নেওয়ার আশ্বাস দিয়েছে। সভায় উপস্থিত ছিলেন জেলা ও উপজেলা পর্যায়ের কর্মকর্তাবৃন্দ। তারা বলেন, সরকার এ বিষয়ে অত্যন্ত আন্তরিক এবং দ্রুত সমাধানের চেষ্টা চলছে।: [42, 1694, 268, 1802]
continued-label: (প্রথম পাতার পর): [1042, 150, 1112, 161]
article-divider: [957, 991, 1197, 992]
article-paragraph: এক সমীক্ষায় দেখা গেছে, শিক্ষার্থীরা বিভিন্ন ধরনের হয়রানির শিকার হচ্ছে এবং এ বিষয়ে তারা অভিযোগ জানাতে সংকোচ বোধ করে। সংশ্লিষ্টরা বলছেন, সচেতনতা বাড়ানো ও কার্যকর ব্যবস্থা গ্রহণ করা জরুরি। স্থানীয় প্রশাসন বিষয়টি তদন্ত করে প্রয়োজনীয় পদক্ষেপ নেওয়ার আশ্বাস দিয়েছে। সভায় উপস্থিত ছিলেন জেলা ও উপজেলা পর্যায়ের কর্মকর্তাবৃন্দ। তারা বলেন, সরকার এ বিষয়ে অত্যন্ত আন্তরিক এবং দ্রুত সমাধানের চেষ্টা চলছে।: [752, 292, 943, 413]
article-paragraph: এক সমীক্ষায় দেখা গেছে, শিক্ষার্থীরা বিভিন্ন ধরনের হয়রানির শিকার হচ্ছে এবং এ বিষয়ে তারা অভিযোগ জানাতে সংকোচ বোধ করে। সংশ্লিষ্টরা বলছেন, সচেতনতা বাড়ানো ও কার্যকর ব্যবস্থা গ্রহণ করা জরুরি। স্থানীয় প্রশাসন বিষয়টি তদন্ত করে প্রয়োজনীয় পদক্ষেপ নেওয়ার আশ্বাস দিয়েছে। সভায় উপস্থিত ছিলেন জেলা ও উপজেলা পর্যায়ের কর্মকর্তাবৃন্দ। তারা বলেন, সরকার এ বিষয়ে অত্যন্ত আন্তরিক এবং দ্রুত সমাধানের চেষ্টা চলছে।: [503, 1699, 738, 1806]
news-photo: [317, 1716, 454, 1867]
article-divider: [752, 788, 943, 789]
continued-label: (প্রথম পাতার পর): [586, 1843, 655, 1855]
article-divider: [957, 651, 1197, 652]
masthead-name: করতোয়া: [1095, 93, 1169, 118]
article-body: [503, 1370, 738, 1808]
article-divider: [503, 1813, 738, 1814]
article-body: [282, 956, 489, 1284]
article-paragraph: এক সমীক্ষায় দেখা গেছে, শিক্ষার্থীরা বিভিন্ন ধরনের হয়রানির শিকার হচ্ছে এবং এ বিষয়ে তারা অভিযোগ জানাতে সংকোচ বোধ করে। সংশ্লিষ্টরা বলছেন, সচেতনতা বাড়ানো ও কার্যকর ব্যবস্থা গ্রহণ করা জরুরি। স্থানীয় প্রশাসন বিষয়টি তদন্ত করে প্রয়োজনীয় পদক্ষেপ নেওয়ার আশ্বাস দিয়েছে। সভায় উপস্থিত ছিলেন জেলা ও উপজেলা পর্যায়ের কর্মকর্তাবৃন্দ। তারা বলেন, সরকার এ বিষয়ে অত্যন্ত আন্তরিক এবং দ্রুত সমাধানের চেষ্টা চলছে।: [957, 795, 1197, 889]
article-body: [282, 1871, 489, 2089]
continued-label: (প্রথম পাতার পর): [812, 1361, 882, 1372]
dateline: মঙ্গলবার ২৭ আশ্বিন ১৪২৮ : ১২ অক্টোবর ২০২১: [758, 103, 1026, 119]
article-paragraph: এক সমীক্ষায় দেখা গেছে, শিক্ষার্থীরা বিভিন্ন ধরনের হয়রানির শিকার হচ্ছে এবং এ বিষয়ে তারা অভিযোগ জানাতে সংকোচ বোধ করে। সংশ্লিষ্টরা বলছেন, সচেতনতা বাড়ানো ও কার্যকর ব্যবস্থা গ্রহণ করা জরুরি। স্থানীয় প্রশাসন বিষয়টি তদন্ত করে প্রয়োজনীয় পদক্ষেপ নেওয়ার আশ্বাস দিয়েছে। সভায় উপস্থিত ছিলেন জেলা ও উপজেলা পর্যায়ের কর্মকর্তাবৃন্দ। তারা বলেন, সরকার এ বিষয়ে অত্যন্ত আন্তরিক এবং দ্রুত সমাধানের চেষ্টা চলছে।: [42, 1366, 268, 1474]
article-paragraph: এক সমীক্ষায় দেখা গেছে, শিক্ষার্থীরা বিভিন্ন ধরনের হয়রানির শিকার হচ্ছে এবং এ বিষয়ে তারা অভিযোগ জানাতে সংকোচ বোধ করে। সংশ্লিষ্টরা বলছেন, সচেতনতা বাড়ানো ও কার্যকর ব্যবস্থা গ্রহণ করা জরুরি। স্থানীয় প্রশাসন বিষয়টি তদন্ত করে প্রয়োজনীয় পদক্ষেপ নেওয়ার আশ্বাস দিয়েছে। সভায় উপস্থিত ছিলেন জেলা ও উপজেলা পর্যায়ের কর্মকর্তাবৃন্দ। তারা বলেন, সরকার এ বিষয়ে অত্যন্ত আন্তরিক এবং দ্রুত সমাধানের চেষ্টা চলছে।: [42, 278, 268, 385]
article-body: [42, 876, 268, 1314]
article-paragraph: এক সমীক্ষায় দেখা গেছে, শিক্ষার্থীরা বিভিন্ন ধরনের হয়রানির শিকার হচ্ছে এবং এ বিষয়ে তারা অভিযোগ জানাতে সংকোচ বোধ করে। সংশ্লিষ্টরা বলছেন, সচেতনতা বাড়ানো ও কার্যকর ব্যবস্থা গ্রহণ করা জরুরি। স্থানীয় প্রশাসন বিষয়টি তদন্ত করে প্রয়োজনীয় পদক্ষেপ নেওয়ার আশ্বাস দিয়েছে। সভায় উপস্থিত ছিলেন জেলা ও উপজেলা পর্যায়ের কর্মকর্তাবৃন্দ। তারা বলেন, সরকার এ বিষয়ে অত্যন্ত আন্তরিক এবং দ্রুত সমাধানের চেষ্টা চলছে।: [42, 2346, 268, 2453]
article-paragraph: এক সমীক্ষায় দেখা গেছে, শিক্ষার্থীরা বিভিন্ন ধরনের হয়রানির শিকার হচ্ছে এবং এ বিষয়ে তারা অভিযোগ জানাতে সংকোচ বোধ করে। সংশ্লিষ্টরা বলছেন, সচেতনতা বাড়ানো ও কার্যকর ব্যবস্থা গ্রহণ করা জরুরি। স্থানীয় প্রশাসন বিষয়টি তদন্ত করে প্রয়োজনীয় পদক্ষেপ নেওয়ার আশ্বাস দিয়েছে। সভায় উপস্থিত ছিলেন জেলা ও উপজেলা পর্যায়ের কর্মকর্তাবৃন্দ। তারা বলেন, সরকার এ বিষয়ে অত্যন্ত আন্তরিক এবং দ্রুত সমাধানের চেষ্টা চলছে।: [957, 1038, 1197, 1132]
continued-label: (প্রথম পাতার পর): [351, 1698, 420, 1710]
article-paragraph: এক সমীক্ষায় দেখা গেছে, শিক্ষার্থীরা বিভিন্ন ধরনের হয়রানির শিকার হচ্ছে এবং এ বিষয়ে তারা অভিযোগ জানাতে সংকোচ বোধ করে। সংশ্লিষ্টরা বলছেন, সচেতনতা বাড়ানো ও কার্যকর ব্যবস্থা গ্রহণ করা জরুরি। স্থানীয় প্রশাসন বিষয়টি তদন্ত করে প্রয়োজনীয় পদক্ষেপ নেওয়ার আশ্বাস দিয়েছে। সভায় উপস্থিত ছিলেন জেলা ও উপজেলা পর্যায়ের কর্মকর্তাবৃন্দ। তারা বলেন, সরকার এ বিষয়ে অত্যন্ত আন্তরিক এবং দ্রুত সমাধানের চেষ্টা চলছে।: [752, 1380, 943, 1501]
article-paragraph: এক সমীক্ষায় দেখা গেছে, শিক্ষার্থীরা বিভিন্ন ধরনের হয়রানির শিকার হচ্ছে এবং এ বিষয়ে তারা অভিযোগ জানাতে সংকোচ বোধ করে। সংশ্লিষ্টরা বলছেন, সচেতনতা বাড়ানো ও কার্যকর ব্যবস্থা গ্রহণ করা জরুরি। স্থানীয় প্রশাসন বিষয়টি তদন্ত করে প্রয়োজনীয় পদক্ষেপ নেওয়ার আশ্বাস দিয়েছে। সভায় উপস্থিত ছিলেন জেলা ও উপজেলা পর্যায়ের কর্মকর্তাবৃন্দ। তারা বলেন, সরকার এ বিষয়ে অত্যন্ত আন্তরিক এবং দ্রুত সমাধানের চেষ্টা চলছে।: [957, 699, 1197, 793]
continued-label: (প্রথম পাতার পর): [351, 1318, 420, 1330]
article-paragraph: এক সমীক্ষায় দেখা গেছে, শিক্ষার্থীরা বিভিন্ন ধরনের হয়রানির শিকার হচ্ছে এবং এ বিষয়ে তারা অভিযোগ জানাতে সংকোচ বোধ করে। সংশ্লিষ্টরা বলছেন, সচেতনতা বাড়ানো ও কার্যকর ব্যবস্থা গ্রহণ করা জরুরি। স্থানীয় প্রশাসন বিষয়টি তদন্ত করে প্রয়োজনীয় পদক্ষেপ নেওয়ার আশ্বাস দিয়েছে। সভায় উপস্থিত ছিলেন জেলা ও উপজেলা পর্যায়ের কর্মকর্তাবৃন্দ। তারা বলেন, সরকার এ বিষয়ে অত্যন্ত আন্তরিক এবং দ্রুত সমাধানের চেষ্টা চলছে।: [503, 1972, 738, 2079]
article-body: [503, 2242, 738, 2570]
article-paragraph: এক সমীক্ষায় দেখা গেছে, শিক্ষার্থীরা বিভিন্ন ধরনের হয়রানির শিকার হচ্ছে এবং এ বিষয়ে তারা অভিযোগ জানাতে সংকোচ বোধ করে। সংশ্লিষ্টরা বলছেন, সচেতনতা বাড়ানো ও কার্যকর ব্যবস্থা গ্রহণ করা জরুরি। স্থানীয় প্রশাসন বিষয়টি তদন্ত করে প্রয়োজনীয় পদক্ষেপ নেওয়ার আশ্বাস দিয়েছে। সভায় উপস্থিত ছিলেন জেলা ও উপজেলা পর্যায়ের কর্মকর্তাবৃন্দ। তারা বলেন, সরকার এ বিষয়ে অত্যন্ত আন্তরিক এবং দ্রুত সমাধানের চেষ্টা চলছে।: [503, 169, 738, 276]
article-headline: বাংলাদেশ-ভারত সপ্তাহে ২১ ফ্লাইট: [305, 880, 465, 934]
article-headline: আজ রেইনট্রি ধর্ষণ: [1020, 1336, 1134, 1355]
article-paragraph: এক সমীক্ষায় দেখা গেছে, শিক্ষার্থীরা বিভিন্ন ধরনের হয়রানির শিকার হচ্ছে এবং এ বিষয়ে তারা অভিযোগ জানাতে সংকোচ বোধ করে। সংশ্লিষ্টরা বলছেন, সচেতনতা বাড়ানো ও কার্যকর ব্যবস্থা গ্রহণ করা জরুরি। স্থানীয় প্রশাসন বিষয়টি তদন্ত করে প্রয়োজনীয় পদক্ষেপ নেওয়ার আশ্বাস দিয়েছে। সভায় উপস্থিত ছিলেন জেলা ও উপজেলা পর্যায়ের কর্মকর্তাবৃন্দ। তারা বলেন, সরকার এ বিষয়ে অত্যন্ত আন্তরিক এবং দ্রুত সমাধানের চেষ্টা চলছে।: [42, 1476, 268, 1583]
article-paragraph: এক সমীক্ষায় দেখা গেছে, শিক্ষার্থীরা বিভিন্ন ধরনের হয়রানির শিকার হচ্ছে এবং এ বিষয়ে তারা অভিযোগ জানাতে সংকোচ বোধ করে। সংশ্লিষ্টরা বলছেন, সচেতনতা বাড়ানো ও কার্যকর ব্যবস্থা গ্রহণ করা জরুরি। স্থানীয় প্রশাসন বিষয়টি তদন্ত করে প্রয়োজনীয় পদক্ষেপ নেওয়ার আশ্বাস দিয়েছে। সভায় উপস্থিত ছিলেন জেলা ও উপজেলা পর্যায়ের কর্মকর্তাবৃন্দ। তারা বলেন, সরকার এ বিষয়ে অত্যন্ত আন্তরিক এবং দ্রুত সমাধানের চেষ্টা চলছে।: [503, 606, 738, 714]
column-1: [42, 128, 268, 2453]
article-paragraph: এক সমীক্ষায় দেখা গেছে, শিক্ষার্থীরা বিভিন্ন ধরনের হয়রানির শিকার হচ্ছে এবং এ বিষয়ে তারা অভিযোগ জানাতে সংকোচ বোধ করে। সংশ্লিষ্টরা বলছেন, সচেতনতা বাড়ানো ও কার্যকর ব্যবস্থা গ্রহণ করা জরুরি। স্থানীয় প্রশাসন বিষয়টি তদন্ত করে প্রয়োজনীয় পদক্ষেপ নেওয়ার আশ্বাস দিয়েছে। সভায় উপস্থিত ছিলেন জেলা ও উপজেলা পর্যায়ের কর্মকর্তাবৃন্দ। তারা বলেন, সরকার এ বিষয়ে অত্যন্ত আন্তরিক এবং দ্রুত সমাধানের চেষ্টা চলছে।: [503, 1590, 738, 1697]
article-divider: [957, 1330, 1197, 1331]
article-headline: জাল ভিসায় আফ্রিকানদের বাংলাদেশে আসা বন্ধে সংশ্লিষ্টদের চিঠি: [290, 128, 480, 189]
article-headline: ১৮ বছর বয়সীরাও টিকার: [537, 1819, 704, 1840]
article-paragraph: এক সমীক্ষায় দেখা গেছে, শিক্ষার্থীরা বিভিন্ন ধরনের হয়রানির শিকার হচ্ছে এবং এ বিষয়ে তারা অভিযোগ জানাতে সংকোচ বোধ করে। সংশ্লিষ্টরা বলছেন, সচেতনতা বাড়ানো ও কার্যকর ব্যবস্থা গ্রহণ করা জরুরি। স্থানীয় প্রশাসন বিষয়টি তদন্ত করে প্রয়োজনীয় পদক্ষেপ নেওয়ার আশ্বাস দিয়েছে। সভায় উপস্থিত ছিলেন জেলা ও উপজেলা পর্যায়ের কর্মকর্তাবৃন্দ। তারা বলেন, সরকার এ বিষয়ে অত্যন্ত আন্তরিক এবং দ্রুত সমাধানের চেষ্টা চলছে।: [282, 957, 489, 1064]
article-b1: [282, 128, 489, 874]
article-paragraph: এক সমীক্ষায় দেখা গেছে, শিক্ষার্থীরা বিভিন্ন ধরনের হয়রানির শিকার হচ্ছে এবং এ বিষয়ে তারা অভিযোগ জানাতে সংকোচ বোধ করে। সংশ্লিষ্টরা বলছেন, সচেতনতা বাড়ানো ও কার্যকর ব্যবস্থা গ্রহণ করা জরুরি। স্থানীয় প্রশাসন বিষয়টি তদন্ত করে প্রয়োজনীয় পদক্ষেপ নেওয়ার আশ্বাস দিয়েছে। সভায় উপস্থিত ছিলেন জেলা ও উপজেলা পর্যায়ের কর্মকর্তাবৃন্দ। তারা বলেন, সরকার এ বিষয়ে অত্যন্ত আন্তরিক এবং দ্রুত সমাধানের চেষ্টা চলছে।: [957, 1890, 1197, 1983]
article-e1: [957, 128, 1197, 652]
article-headline: দেশে যৌন হয়রানি-আর্থিক: [76, 128, 234, 146]
article-paragraph: এক সমীক্ষায় দেখা গেছে, শিক্ষার্থীরা বিভিন্ন ধরনের হয়রানির শিকার হচ্ছে এবং এ বিষয়ে তারা অভিযোগ জানাতে সংকোচ বোধ করে। সংশ্লিষ্টরা বলছেন, সচেতনতা বাড়ানো ও কার্যকর ব্যবস্থা গ্রহণ করা জরুরি। স্থানীয় প্রশাসন বিষয়টি তদন্ত করে প্রয়োজনীয় পদক্ষেপ নেওয়ার আশ্বাস দিয়েছে। সভায় উপস্থিত ছিলেন জেলা ও উপজেলা পর্যায়ের কর্মকর্তাবৃন্দ। তারা বলেন, সরকার এ বিষয়ে অত্যন্ত আন্তরিক এবং দ্রুত সমাধানের চেষ্টা চলছে।: [503, 2461, 738, 2568]
article-paragraph: এক সমীক্ষায় দেখা গেছে, শিক্ষার্থীরা বিভিন্ন ধরনের হয়রানির শিকার হচ্ছে এবং এ বিষয়ে তারা অভিযোগ জানাতে সংকোচ বোধ করে। সংশ্লিষ্টরা বলছেন, সচেতনতা বাড়ানো ও কার্যকর ব্যবস্থা গ্রহণ করা জরুরি। স্থানীয় প্রশাসন বিষয়টি তদন্ত করে প্রয়োজনীয় পদক্ষেপ নেওয়ার আশ্বাস দিয়েছে। সভায় উপস্থিত ছিলেন জেলা ও উপজেলা পর্যায়ের কর্মকর্তাবৃন্দ। তারা বলেন, সরকার এ বিষয়ে অত্যন্ত আন্তরিক এবং দ্রুত সমাধানের চেষ্টা চলছে।: [752, 1082, 943, 1203]
article-e3: [957, 999, 1197, 1331]
continued-label: (প্রথম পাতার পর): [1042, 680, 1112, 692]
article-paragraph: এক সমীক্ষায় দেখা গেছে, শিক্ষার্থীরা বিভিন্ন ধরনের হয়রানির শিকার হচ্ছে এবং এ বিষয়ে তারা অভিযোগ জানাতে সংকোচ বোধ করে। সংশ্লিষ্টরা বলছেন, সচেতনতা বাড়ানো ও কার্যকর ব্যবস্থা গ্রহণ করা জরুরি। স্থানীয় প্রশাসন বিষয়টি তদন্ত করে প্রয়োজনীয় পদক্ষেপ নেওয়ার আশ্বাস দিয়েছে। সভায় উপস্থিত ছিলেন জেলা ও উপজেলা পর্যায়ের কর্মকর্তাবৃন্দ। তারা বলেন, সরকার এ বিষয়ে অত্যন্ত আন্তরিক এবং দ্রুত সমাধানের চেষ্টা চলছে।: [42, 877, 268, 984]
article-body: [957, 1377, 1197, 1568]
continued-label: (প্রথম পাতার পর): [586, 1352, 655, 1364]
article-paragraph: এক সমীক্ষায় দেখা গেছে, শিক্ষার্থীরা বিভিন্ন ধরনের হয়রানির শিকার হচ্ছে এবং এ বিষয়ে তারা অভিযোগ জানাতে সংকোচ বোধ করে। সংশ্লিষ্টরা বলছেন, সচেতনতা বাড়ানো ও কার্যকর ব্যবস্থা গ্রহণ করা জরুরি। স্থানীয় প্রশাসন বিষয়টি তদন্ত করে প্রয়োজনীয় পদক্ষেপ নেওয়ার আশ্বাস দিয়েছে। সভায় উপস্থিত ছিলেন জেলা ও উপজেলা পর্যায়ের কর্মকর্তাবৃন্দ। তারা বলেন, সরকার এ বিষয়ে অত্যন্ত আন্তরিক এবং দ্রুত সমাধানের চেষ্টা চলছে।: [957, 265, 1197, 358]
article-paragraph: এক সমীক্ষায় দেখা গেছে, শিক্ষার্থীরা বিভিন্ন ধরনের হয়রানির শিকার হচ্ছে এবং এ বিষয়ে তারা অভিযোগ জানাতে সংকোচ বোধ করে। সংশ্লিষ্টরা বলছেন, সচেতনতা বাড়ানো ও কার্যকর ব্যবস্থা গ্রহণ করা জরুরি। স্থানীয় প্রশাসন বিষয়টি তদন্ত করে প্রয়োজনীয় পদক্ষেপ নেওয়ার আশ্বাস দিয়েছে। সভায় উপস্থিত ছিলেন জেলা ও উপজেলা পর্যায়ের কর্মকর্তাবৃন্দ। তারা বলেন, সরকার এ বিষয়ে অত্যন্ত আন্তরিক এবং দ্রুত সমাধানের চেষ্টা চলছে।: [957, 1794, 1197, 1888]
article-paragraph: এক সমীক্ষায় দেখা গেছে, শিক্ষার্থীরা বিভিন্ন ধরনের হয়রানির শিকার হচ্ছে এবং এ বিষয়ে তারা অভিযোগ জানাতে সংকোচ বোধ করে। সংশ্লিষ্টরা বলছেন, সচেতনতা বাড়ানো ও কার্যকর ব্যবস্থা গ্রহণ করা জরুরি। স্থানীয় প্রশাসন বিষয়টি তদন্ত করে প্রয়োজনীয় পদক্ষেপ নেওয়ার আশ্বাস দিয়েছে। সভায় উপস্থিত ছিলেন জেলা ও উপজেলা পর্যায়ের কর্মকর্তাবৃন্দ। তারা বলেন, সরকার এ বিষয়ে অত্যন্ত আন্তরিক এবং দ্রুত সমাধানের চেষ্টা চলছে।: [503, 388, 738, 495]
article-divider: [752, 2246, 943, 2247]
article-divider: [282, 2095, 489, 2096]
article-headline: এসএসসি পরীক্ষা কেন্দ্রের: [1002, 128, 1152, 146]
article-paragraph: এক সমীক্ষায় দেখা গেছে, শিক্ষার্থীরা বিভিন্ন ধরনের হয়রানির শিকার হচ্ছে এবং এ বিষয়ে তারা অভিযোগ জানাতে সংকোচ বোধ করে। সংশ্লিষ্টরা বলছেন, সচেতনতা বাড়ানো ও কার্যকর ব্যবস্থা গ্রহণ করা জরুরি। স্থানীয় প্রশাসন বিষয়টি তদন্ত করে প্রয়োজনীয় পদক্ষেপ নেওয়ার আশ্বাস দিয়েছে। সভায় উপস্থিত ছিলেন জেলা ও উপজেলা পর্যায়ের কর্মকর্তাবৃন্দ। তারা বলেন, সরকার এ বিষয়ে অত্যন্ত আন্তরিক এবং দ্রুত সমাধানের চেষ্টা চলছে।: [42, 1856, 268, 1964]
article-paragraph: এক সমীক্ষায় দেখা গেছে, শিক্ষার্থীরা বিভিন্ন ধরনের হয়রানির শিকার হচ্ছে এবং এ বিষয়ে তারা অভিযোগ জানাতে সংকোচ বোধ করে। সংশ্লিষ্টরা বলছেন, সচেতনতা বাড়ানো ও কার্যকর ব্যবস্থা গ্রহণ করা জরুরি। স্থানীয় প্রশাসন বিষয়টি তদন্ত করে প্রয়োজনীয় পদক্ষেপ নেওয়ার আশ্বাস দিয়েছে। সভায় উপস্থিত ছিলেন জেলা ও উপজেলা পর্যায়ের কর্মকর্তাবৃন্দ। তারা বলেন, সরকার এ বিষয়ে অত্যন্ত আন্তরিক এবং দ্রুত সমাধানের চেষ্টা চলছে।: [752, 1503, 943, 1624]
continued-label: (প্রথম পাতার পর): [1042, 1359, 1112, 1370]
article-paragraph: এক সমীক্ষায় দেখা গেছে, শিক্ষার্থীরা বিভিন্ন ধরনের হয়রানির শিকার হচ্ছে এবং এ বিষয়ে তারা অভিযোগ জানাতে সংকোচ বোধ করে। সংশ্লিষ্টরা বলছেন, সচেতনতা বাড়ানো ও কার্যকর ব্যবস্থা গ্রহণ করা জরুরি। স্থানীয় প্রশাসন বিষয়টি তদন্ত করে প্রয়োজনীয় পদক্ষেপ নেওয়ার আশ্বাস দিয়েছে। সভায় উপস্থিত ছিলেন জেলা ও উপজেলা পর্যায়ের কর্মকর্তাবৃন্দ। তারা বলেন, সরকার এ বিষয়ে অত্যন্ত আন্তরিক এবং দ্রুত সমাধানের চেষ্টা চলছে।: [752, 415, 943, 536]
article-paragraph: এক সমীক্ষায় দেখা গেছে, শিক্ষার্থীরা বিভিন্ন ধরনের হয়রানির শিকার হচ্ছে এবং এ বিষয়ে তারা অভিযোগ জানাতে সংকোচ বোধ করে। সংশ্লিষ্টরা বলছেন, সচেতনতা বাড়ানো ও কার্যকর ব্যবস্থা গ্রহণ করা জরুরি। স্থানীয় প্রশাসন বিষয়টি তদন্ত করে প্রয়োজনীয় পদক্ষেপ নেওয়ার আশ্বাস দিয়েছে। সভায় উপস্থিত ছিলেন জেলা ও উপজেলা পর্যায়ের কর্মকর্তাবৃন্দ। তারা বলেন, সরকার এ বিষয়ে অত্যন্ত আন্তরিক এবং দ্রুত সমাধানের চেষ্টা চলছে।: [957, 456, 1197, 550]
article-paragraph: এক সমীক্ষায় দেখা গেছে, শিক্ষার্থীরা বিভিন্ন ধরনের হয়রানির শিকার হচ্ছে এবং এ বিষয়ে তারা অভিযোগ জানাতে সংকোচ বোধ করে। সংশ্লিষ্টরা বলছেন, সচেতনতা বাড়ানো ও কার্যকর ব্যবস্থা গ্রহণ করা জরুরি। স্থানীয় প্রশাসন বিষয়টি তদন্ত করে প্রয়োজনীয় পদক্ষেপ নেওয়ার আশ্বাস দিয়েছে। সভায় উপস্থিত ছিলেন জেলা ও উপজেলা পর্যায়ের কর্মকর্তাবৃন্দ। তারা বলেন, সরকার এ বিষয়ে অত্যন্ত আন্তরিক এবং দ্রুত সমাধানের চেষ্টা চলছে।: [282, 1338, 489, 1445]
article-body: [752, 1379, 943, 2240]
article-headline: বছরে ২৮০০ কোটি: [1019, 658, 1134, 677]
article-paragraph: এক সমীক্ষায় দেখা গেছে, শিক্ষার্থীরা বিভিন্ন ধরনের হয়রানির শিকার হচ্ছে এবং এ বিষয়ে তারা অভিযোগ জানাতে সংকোচ বোধ করে। সংশ্লিষ্টরা বলছেন, সচেতনতা বাড়ানো ও কার্যকর ব্যবস্থা গ্রহণ করা জরুরি। স্থানীয় প্রশাসন বিষয়টি তদন্ত করে প্রয়োজনীয় পদক্ষেপ নেওয়ার আশ্বাস দিয়েছে। সভায় উপস্থিত ছিলেন জেলা ও উপজেলা পর্যায়ের কর্মকর্তাবৃন্দ। তারা বলেন, সরকার এ বিষয়ে অত্যন্ত আন্তরিক এবং দ্রুত সমাধানের চেষ্টা চলছে।: [42, 716, 268, 823]
article-headline: তুরাগে ট্রলারডুবির: [329, 2102, 441, 2120]
article-paragraph: এক সমীক্ষায় দেখা গেছে, শিক্ষার্থীরা বিভিন্ন ধরনের হয়রানির শিকার হচ্ছে এবং এ বিষয়ে তারা অভিযোগ জানাতে সংকোচ বোধ করে। সংশ্লিষ্টরা বলছেন, সচেতনতা বাড়ানো ও কার্যকর ব্যবস্থা গ্রহণ করা জরুরি। স্থানীয় প্রশাসন বিষয়টি তদন্ত করে প্রয়োজনীয় পদক্ষেপ নেওয়ার আশ্বাস দিয়েছে। সভায় উপস্থিত ছিলেন জেলা ও উপজেলা পর্যায়ের কর্মকর্তাবৃন্দ। তারা বলেন, সরকার এ বিষয়ে অত্যন্ত আন্তরিক এবং দ্রুত সমাধানের চেষ্টা চলছে।: [503, 278, 738, 385]
article-body: [42, 167, 268, 824]
article-paragraph: এক সমীক্ষায় দেখা গেছে, শিক্ষার্থীরা বিভিন্ন ধরনের হয়রানির শিকার হচ্ছে এবং এ বিষয়ে তারা অভিযোগ জানাতে সংকোচ বোধ করে। সংশ্লিষ্টরা বলছেন, সচেতনতা বাড়ানো ও কার্যকর ব্যবস্থা গ্রহণ করা জরুরি। স্থানীয় প্রশাসন বিষয়টি তদন্ত করে প্রয়োজনীয় পদক্ষেপ নেওয়ার আশ্বাস দিয়েছে। সভায় উপস্থিত ছিলেন জেলা ও উপজেলা পর্যায়ের কর্মকর্তাবৃন্দ। তারা বলেন, সরকার এ বিষয়ে অত্যন্ত আন্তরিক এবং দ্রুত সমাধানের চেষ্টা চলছে।: [42, 986, 268, 1094]
article-headline: রাজারবাগ পীরের: [103, 2195, 207, 2214]
article-paragraph: এক সমীক্ষায় দেখা গেছে, শিক্ষার্থীরা বিভিন্ন ধরনের হয়রানির শিকার হচ্ছে এবং এ বিষয়ে তারা অভিযোগ জানাতে সংকোচ বোধ করে। সংশ্লিষ্টরা বলছেন, সচেতনতা বাড়ানো ও কার্যকর ব্যবস্থা গ্রহণ করা জরুরি। স্থানীয় প্রশাসন বিষয়টি তদন্ত করে প্রয়োজনীয় পদক্ষেপ নেওয়ার আশ্বাস দিয়েছে। সভায় উপস্থিত ছিলেন জেলা ও উপজেলা পর্যায়ের কর্মকর্তাবৃন্দ। তারা বলেন, সরকার এ বিষয়ে অত্যন্ত আন্তরিক এবং দ্রুত সমাধানের চেষ্টা চলছে।: [282, 431, 489, 539]
article-paragraph: এক সমীক্ষায় দেখা গেছে, শিক্ষার্থীরা বিভিন্ন ধরনের হয়রানির শিকার হচ্ছে এবং এ বিষয়ে তারা অভিযোগ জানাতে সংকোচ বোধ করে। সংশ্লিষ্টরা বলছেন, সচেতনতা বাড়ানো ও কার্যকর ব্যবস্থা গ্রহণ করা জরুরি। স্থানীয় প্রশাসন বিষয়টি তদন্ত করে প্রয়োজনীয় পদক্ষেপ নেওয়ার আশ্বাস দিয়েছে। সভায় উপস্থিত ছিলেন জেলা ও উপজেলা পর্যায়ের কর্মকর্তাবৃন্দ। তারা বলেন, সরকার এ বিষয়ে অত্যন্ত আন্তরিক এবং দ্রুত সমাধানের চেষ্টা চলছে।: [42, 2236, 268, 2344]
continued-label: (প্রথম পাতার পর): [351, 938, 420, 949]
continued-label: (প্রথম পাতার পর): [351, 193, 420, 205]
article-headline: বনভূমিতে ৭০০ একর: [320, 1677, 450, 1695]
article-paragraph: এক সমীক্ষায় দেখা গেছে, শিক্ষার্থীরা বিভিন্ন ধরনের হয়রানির শিকার হচ্ছে এবং এ বিষয়ে তারা অভিযোগ জানাতে সংকোচ বোধ করে। সংশ্লিষ্টরা বলছেন, সচেতনতা বাড়ানো ও কার্যকর ব্যবস্থা গ্রহণ করা জরুরি। স্থানীয় প্রশাসন বিষয়টি তদন্ত করে প্রয়োজনীয় পদক্ষেপ নেওয়ার আশ্বাস দিয়েছে। সভায় উপস্থিত ছিলেন জেলা ও উপজেলা পর্যায়ের কর্মকর্তাবৃন্দ। তারা বলেন, সরকার এ বিষয়ে অত্যন্ত আন্তরিক এবং দ্রুত সমাধানের চেষ্টা চলছে।: [752, 836, 943, 957]
article-paragraph: এক সমীক্ষায় দেখা গেছে, শিক্ষার্থীরা বিভিন্ন ধরনের হয়রানির শিকার হচ্ছে এবং এ বিষয়ে তারা অভিযোগ জানাতে সংকোচ বোধ করে। সংশ্লিষ্টরা বলছেন, সচেতনতা বাড়ানো ও কার্যকর ব্যবস্থা গ্রহণ করা জরুরি। স্থানীয় প্রশাসন বিষয়টি তদন্ত করে প্রয়োজনীয় পদক্ষেপ নেওয়ার আশ্বাস দিয়েছে। সভায় উপস্থিত ছিলেন জেলা ও উপজেলা পর্যায়ের কর্মকর্তাবৃন্দ। তারা বলেন, সরকার এ বিষয়ে অত্যন্ত আন্তরিক এবং দ্রুত সমাধানের চেষ্টা চলছে।: [957, 2081, 1197, 2175]
article-body: [282, 212, 489, 868]
article-paragraph: এক সমীক্ষায় দেখা গেছে, শিক্ষার্থীরা বিভিন্ন ধরনের হয়রানির শিকার হচ্ছে এবং এ বিষয়ে তারা অভিযোগ জানাতে সংকোচ বোধ করে। সংশ্লিষ্টরা বলছেন, সচেতনতা বাড়ানো ও কার্যকর ব্যবস্থা গ্রহণ করা জরুরি। স্থানীয় প্রশাসন বিষয়টি তদন্ত করে প্রয়োজনীয় পদক্ষেপ নেওয়ার আশ্বাস দিয়েছে। সভায় উপস্থিত ছিলেন জেলা ও উপজেলা পর্যায়ের কর্মকর্তাবৃন্দ। তারা বলেন, সরকার এ বিষয়ে অত্যন্ত আন্তরিক এবং দ্রুত সমাধানের চেষ্টা চলছে।: [282, 1176, 489, 1283]
article-c5: [503, 2202, 738, 2575]
article-divider: [42, 1808, 268, 1809]
column-divider: [745, 128, 746, 1957]
article-paragraph: এক সমীক্ষায় দেখা গেছে, শিক্ষার্থীরা বিভিন্ন ধরনের হয়রানির শিকার হচ্ছে এবং এ বিষয়ে তারা অভিযোগ জানাতে সংকোচ বোধ করে। সংশ্লিষ্টরা বলছেন, সচেতনতা বাড়ানো ও কার্যকর ব্যবস্থা গ্রহণ করা জরুরি। স্থানীয় প্রশাসন বিষয়টি তদন্ত করে প্রয়োজনীয় পদক্ষেপ নেওয়ার আশ্বাস দিয়েছে। সভায় উপস্থিত ছিলেন জেলা ও উপজেলা পর্যায়ের কর্মকর্তাবৃন্দ। তারা বলেন, সরকার এ বিষয়ে অত্যন্ত আন্তরিক এবং দ্রুত সমাধানের চেষ্টা চলছে।: [282, 322, 489, 429]
article-paragraph: এক সমীক্ষায় দেখা গেছে, শিক্ষার্থীরা বিভিন্ন ধরনের হয়রানির শিকার হচ্ছে এবং এ বিষয়ে তারা অভিযোগ জানাতে সংকোচ বোধ করে। সংশ্লিষ্টরা বলছেন, সচেতনতা বাড়ানো ও কার্যকর ব্যবস্থা গ্রহণ করা জরুরি। স্থানীয় প্রশাসন বিষয়টি তদন্ত করে প্রয়োজনীয় পদক্ষেপ নেওয়ার আশ্বাস দিয়েছে। সভায় উপস্থিত ছিলেন জেলা ও উপজেলা পর্যায়ের কর্মকর্তাবৃন্দ। তারা বলেন, সরকার এ বিষয়ে অত্যন্ত আন্তরিক এবং দ্রুত সমাধানের চেষ্টা চলছে।: [752, 169, 943, 290]
article-headline: পেঁয়াজ-তেল-চিনিতেজক: [79, 1815, 231, 1833]
article-headline: রাশিয়ার সহযোগিতা: [325, 1296, 446, 1314]
